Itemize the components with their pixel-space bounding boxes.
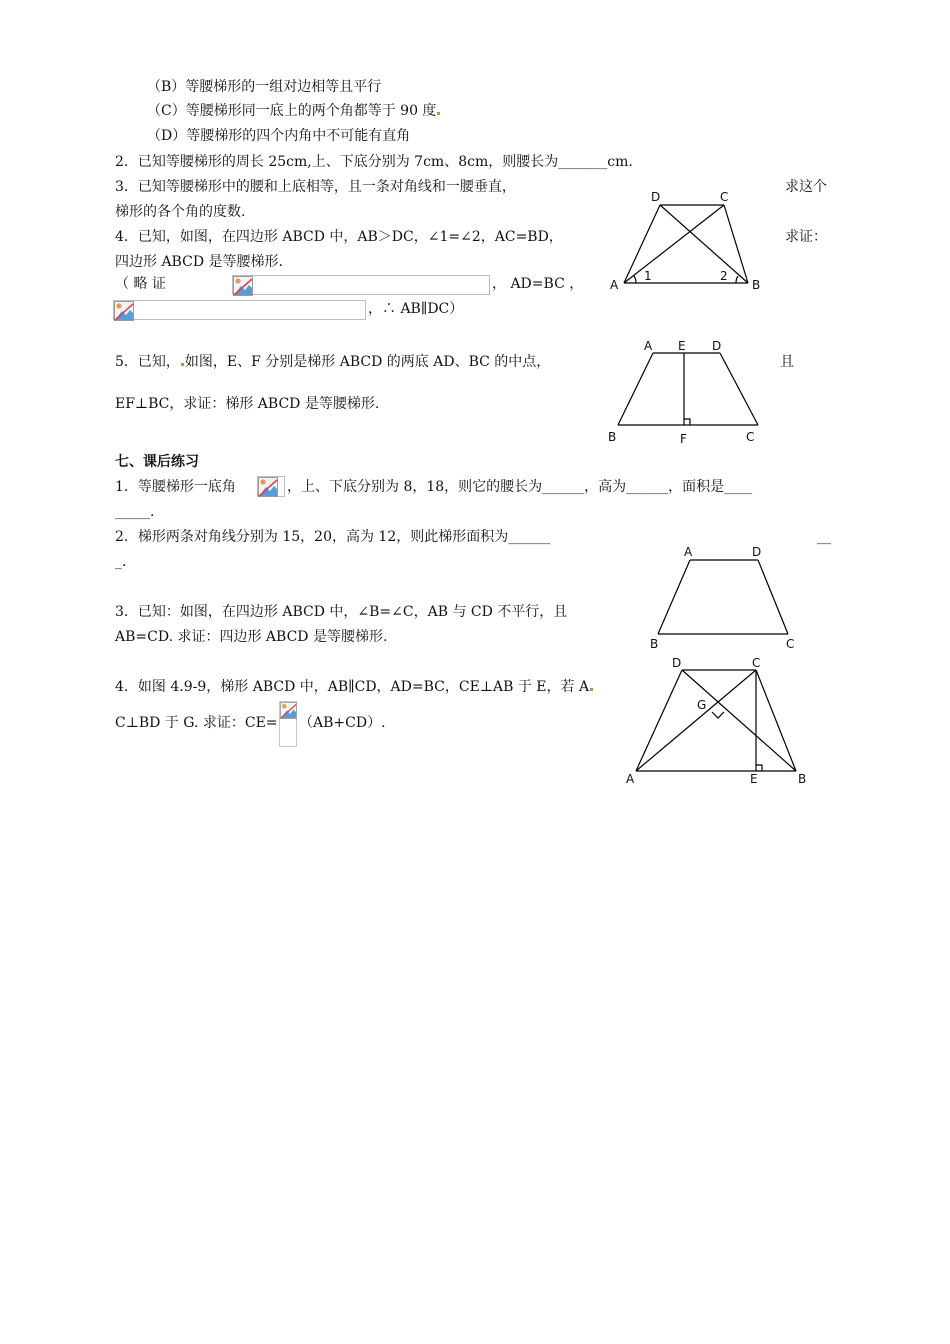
figure-trapezoid-midline [600,335,780,450]
figure-trapezoid-simple [640,540,810,655]
broken-image-frame [113,300,366,320]
side-ad [624,205,660,283]
label-g: G [697,698,707,712]
question-4-proof-end: ，∴ AB∥DC） [368,301,464,317]
label-b: B [798,772,807,786]
broken-image-frame [232,275,490,295]
homework-3-line1: 3．已知：如图，在四边形 ABCD 中，∠B=∠C，AB 与 CD 不平行，且 [115,604,568,620]
label-b: B [650,637,659,651]
label-a: A [610,278,619,292]
homework-4-text: 4．如图 4.9-9，梯形 ABCD 中，AB∥CD，AD=BC，CE⊥AB 于 E，若 A [115,679,590,695]
section-heading: 七、课后练习 [115,454,199,470]
angle-arc-2 [736,276,738,283]
label-b: B [752,278,761,292]
label-c: C [720,190,729,204]
marker-dot [181,363,184,366]
right-angle-mark-e [756,765,762,771]
figure-trapezoid-perpendicular [620,655,820,790]
homework-1-line2: _____. [115,504,155,520]
question-4-line2: 四边形 ABCD 是等腰梯形. [115,254,283,270]
label-a: A [644,339,653,353]
option-c-text: （C）等腰梯形同一底上的两个角都等于 90 度 [147,103,437,119]
homework-2-line1: 2．梯形两条对角线分别为 15，20，高为 12，则此梯形面积为______ [115,529,551,545]
homework-4-line2-rest: （AB+CD）. [299,715,386,731]
question-5-prefix: 5．已知， [115,354,180,370]
label-a: A [684,545,693,559]
label-c: C [786,637,795,651]
label-e: E [750,772,758,786]
right-angle-mark [684,419,690,425]
question-3-line1: 3．已知等腰梯形中的腰和上底相等，且一条对角线和一腰垂直， [115,179,516,195]
marker-dot [437,112,440,115]
side-ab [658,560,690,634]
side-ab [618,353,653,425]
question-4-proof-start: （ 略 证 [115,276,166,292]
question-2: 2．已知等腰梯形的周长 25cm,上、下底分别为 7cm、8cm，则腰长为_______cm. [115,154,633,170]
homework-4-line1 [115,678,594,696]
marker-dot [590,688,593,691]
broken-image-icon [280,702,297,719]
label-d: D [712,339,722,353]
question-3-tail: 求这个 [785,179,827,195]
option-d: （D）等腰梯形的四个内角中不可能有直角 [147,128,411,144]
label-d: D [672,656,682,670]
diagonal-ac [636,670,756,771]
question-4-proof-mid: ， AD=BC ， [492,276,584,292]
label-a: A [626,772,635,786]
homework-4-line2: C⊥BD 于 G. 求证：CE= [115,715,278,731]
broken-image-frame [279,701,297,747]
homework-3-line2: AB=CD. 求证：四边形 ABCD 是等腰梯形. [115,629,388,645]
label-b: B [608,430,617,444]
question-5-line2: EF⊥BC，求证：梯形 ABCD 是等腰梯形. [115,396,380,412]
diagonal-bd [682,670,796,771]
figure-trapezoid-diagonals [600,185,780,295]
label-f: F [680,432,687,446]
label-angle-2: 2 [720,269,728,283]
side-bc [756,670,796,771]
homework-1-line1-rest: ，上、下底分别为 8，18，则它的腰长为______，高为______，面积是____ [287,479,753,495]
label-c: C [752,656,761,670]
question-3-line2: 梯形的各个角的度数. [115,204,246,220]
side-dc [720,353,758,425]
side-dc [758,560,788,634]
option-c [147,102,441,120]
right-angle-mark-g [712,712,724,718]
question-5-line1 [115,353,550,371]
broken-image-icon [233,276,253,296]
side-ad [636,670,682,771]
broken-image-frame [257,476,285,497]
angle-arc-1 [634,276,636,283]
homework-1-line1: 1．等腰梯形一底角 [115,479,236,495]
label-d: D [651,190,661,204]
label-e: E [678,339,686,353]
question-5-tail: 且 [780,354,794,370]
homework-2-tail: __ [817,529,831,545]
question-4-line1: 4．已知，如图，在四边形 ABCD 中，AB＞DC，∠1=∠2，AC=BD， [115,229,563,245]
label-angle-1: 1 [644,269,652,283]
option-b: （B）等腰梯形的一组对边相等且平行 [147,79,382,95]
question-4-tail: 求证： [785,229,827,245]
homework-2-line2: _. [115,554,127,570]
broken-image-icon [114,301,134,321]
broken-image-icon [258,477,278,497]
label-d: D [752,545,762,559]
label-c: C [746,430,755,444]
question-5-text: 如图，E、F 分别是梯形 ABCD 的两底 AD、BC 的中点， [184,354,551,370]
